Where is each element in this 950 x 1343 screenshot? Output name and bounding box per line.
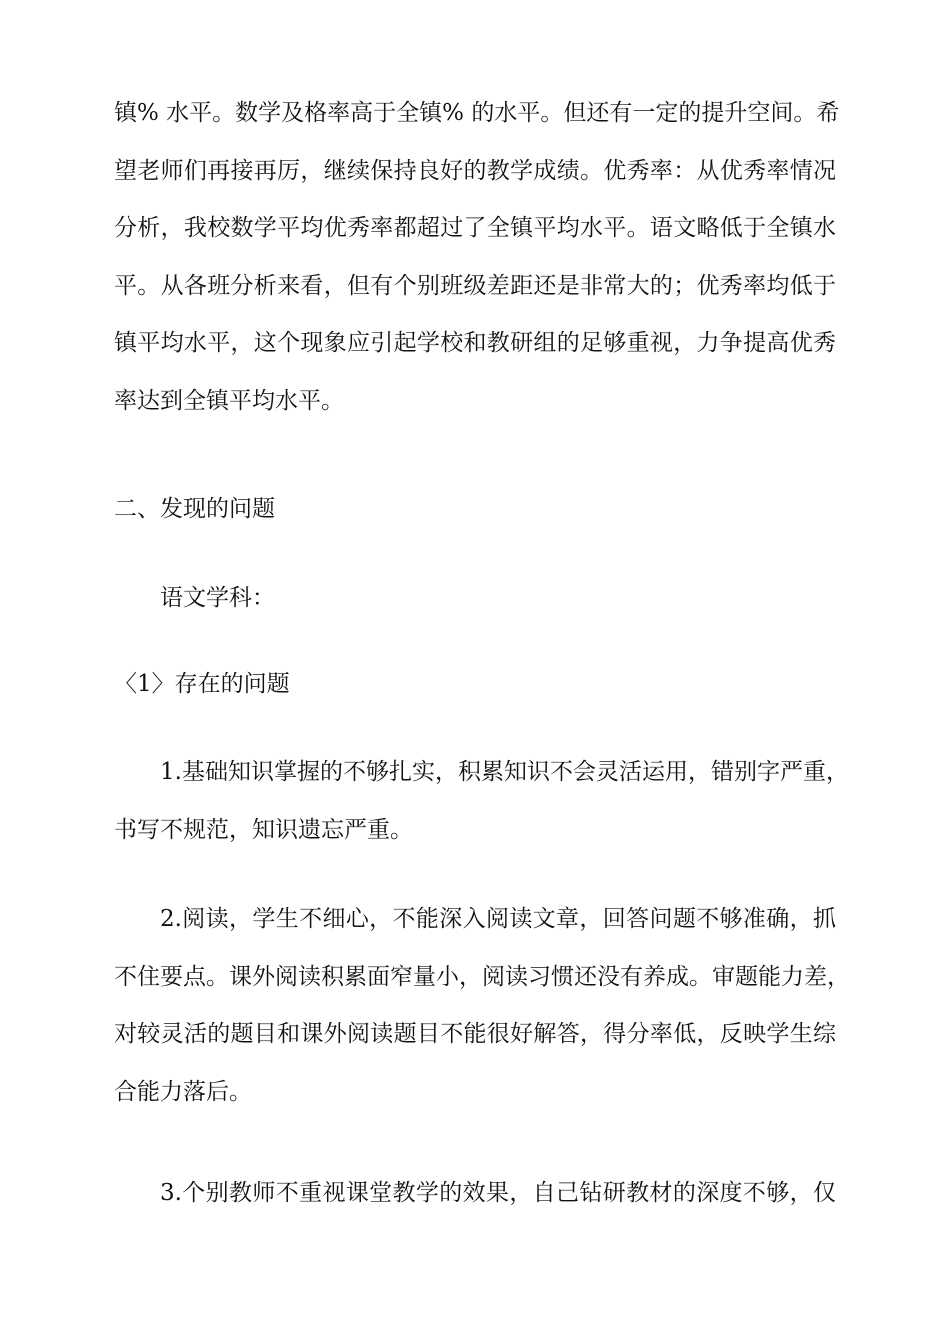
text-line: 合能力落后。 [114,1078,252,1105]
subject-label [114,570,836,628]
heading-text: 二、发现的问题 [114,496,275,522]
text-line: 不住要点。课外阅读积累面窄量小，阅读习惯还没有养成。审题能力差， [114,963,850,990]
text-line: 率达到全镇平均水平。 [114,387,344,414]
subheading [114,656,836,714]
list-item-3 [114,1165,836,1223]
list-item-1 [114,744,849,859]
text-line: 2.阅读，学生不细心，不能深入阅读文章，回答问题不够准确，抓 [160,906,836,932]
text-line: 书写不规范，知识遗忘严重。 [114,816,413,843]
text-line: 1.基础知识掌握的不够扎实，积累知识不会灵活运用，错别字严重， [160,759,849,785]
text-line: 对较灵活的题目和课外阅读题目不能很好解答，得分率低，反映学生综 [114,1021,836,1047]
subheading-text: 〈1〉存在的问题 [114,671,290,697]
text-line: 3.个别教师不重视课堂教学的效果，自己钻研教材的深度不够，仅 [160,1180,836,1206]
text-line: 分析，我校数学平均优秀率都超过了全镇平均水平。语文略低于全镇水 [114,215,836,241]
text-line: 望老师们再接再厉，继续保持良好的教学成绩。优秀率：从优秀率情况 [114,157,836,184]
section-heading [114,481,836,539]
paragraph-summary [114,85,840,430]
text-line: 镇% 水平。数学及格率高于全镇% 的水平。但还有一定的提升空间。希 [114,100,840,126]
text-line: 平。从各班分析来看，但有个别班级差距还是非常大的；优秀率均低于 [114,272,836,299]
subject-text: 语文学科： [160,585,275,611]
text-line: 镇平均水平，这个现象应引起学校和教研组的足够重视，力争提高优秀 [114,330,836,356]
list-item-2 [114,891,850,1121]
